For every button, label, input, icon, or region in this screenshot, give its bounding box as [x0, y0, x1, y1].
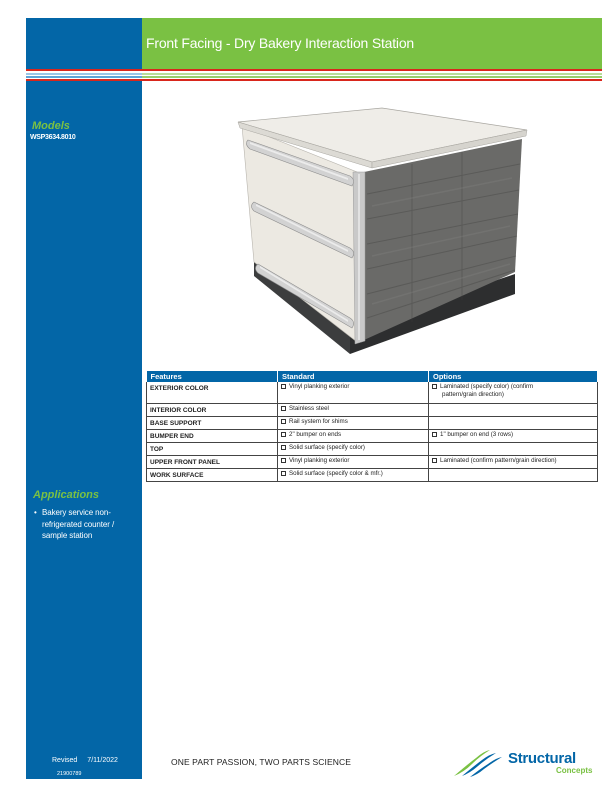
header-divider-stripes [26, 69, 602, 82]
option-cell [429, 417, 598, 430]
standard-cell [278, 469, 429, 482]
checkbox-icon [281, 445, 286, 450]
document-number: 21900789 [57, 771, 82, 777]
standard-cell [278, 417, 429, 430]
option-cell [429, 469, 598, 482]
stripe-red-bottom [26, 79, 602, 81]
checkbox-icon [281, 471, 286, 476]
features-table [146, 371, 598, 482]
table-row [147, 417, 598, 430]
table-row [147, 443, 598, 456]
checkbox-icon [281, 432, 286, 437]
checkbox-icon [281, 406, 286, 411]
product-image [232, 104, 538, 354]
table-row [147, 469, 598, 482]
feature-name: BASE SUPPORT [147, 417, 278, 430]
column-header-options: Options [429, 371, 598, 382]
table-row [147, 404, 598, 417]
table-row [147, 430, 598, 443]
table-row [147, 456, 598, 469]
column-header-standard: Standard [278, 371, 429, 382]
standard-cell [278, 382, 429, 404]
standard-value: 2" bumper on ends [289, 431, 342, 438]
table-header-row [147, 371, 598, 382]
model-number: WSP3634.8010 [30, 134, 76, 141]
checkbox-icon [281, 458, 286, 463]
feature-name: WORK SURFACE [147, 469, 278, 482]
logo-wordmark-concepts: Concepts [556, 766, 593, 775]
logo-wordmark-structural: Structural [508, 750, 576, 767]
option-value: 1" bumper on end (3 rows) [440, 431, 514, 438]
checkbox-icon [281, 384, 286, 389]
feature-name: TOP [147, 443, 278, 456]
checkbox-icon [432, 432, 437, 437]
tagline: ONE PART PASSION, TWO PARTS SCIENCE [171, 757, 351, 767]
standard-value: Solid surface (specify color & mfr.) [289, 470, 383, 477]
feature-name: BUMPER END [147, 430, 278, 443]
wave-logo-icon [450, 748, 508, 778]
standard-cell [278, 456, 429, 469]
checkbox-icon [432, 384, 437, 389]
feature-name: INTERIOR COLOR [147, 404, 278, 417]
models-heading: Models [32, 120, 70, 132]
bullet-icon: • [34, 508, 37, 517]
checkbox-icon [432, 458, 437, 463]
company-logo [450, 748, 610, 778]
standard-cell [278, 443, 429, 456]
table-row [147, 382, 598, 404]
option-cell [429, 456, 598, 469]
checkbox-icon [281, 419, 286, 424]
revised-label: Revised [52, 757, 78, 764]
standard-value: Vinyl planking exterior [289, 383, 350, 390]
standard-value: Stainless steel [289, 405, 329, 412]
standard-cell [278, 404, 429, 417]
option-value-continued: pattern/grain direction) [442, 391, 504, 398]
standard-cell [278, 430, 429, 443]
standard-value: Rail system for shims [289, 418, 348, 425]
revised-line [52, 757, 118, 764]
feature-name: EXTERIOR COLOR [147, 382, 278, 404]
option-cell [429, 443, 598, 456]
feature-name: UPPER FRONT PANEL [147, 456, 278, 469]
title-banner [142, 18, 602, 69]
standard-value: Vinyl planking exterior [289, 457, 350, 464]
option-cell [429, 382, 598, 404]
option-cell [429, 430, 598, 443]
column-header-features: Features [147, 371, 278, 382]
option-value: Laminated (confirm pattern/grain direction) [440, 457, 557, 464]
applications-list [34, 507, 134, 542]
option-cell [429, 404, 598, 417]
revised-date: 7/11/2022 [87, 757, 118, 764]
sidebar [26, 18, 142, 779]
page-title: Front Facing - Dry Bakery Interaction Station [146, 35, 414, 51]
option-value: Laminated (specify color) (confirm [440, 383, 534, 390]
standard-value: Solid surface (specify color) [289, 444, 365, 451]
applications-heading: Applications [33, 489, 100, 501]
application-item: Bakery service non-refrigerated counter / sample station [42, 508, 115, 540]
